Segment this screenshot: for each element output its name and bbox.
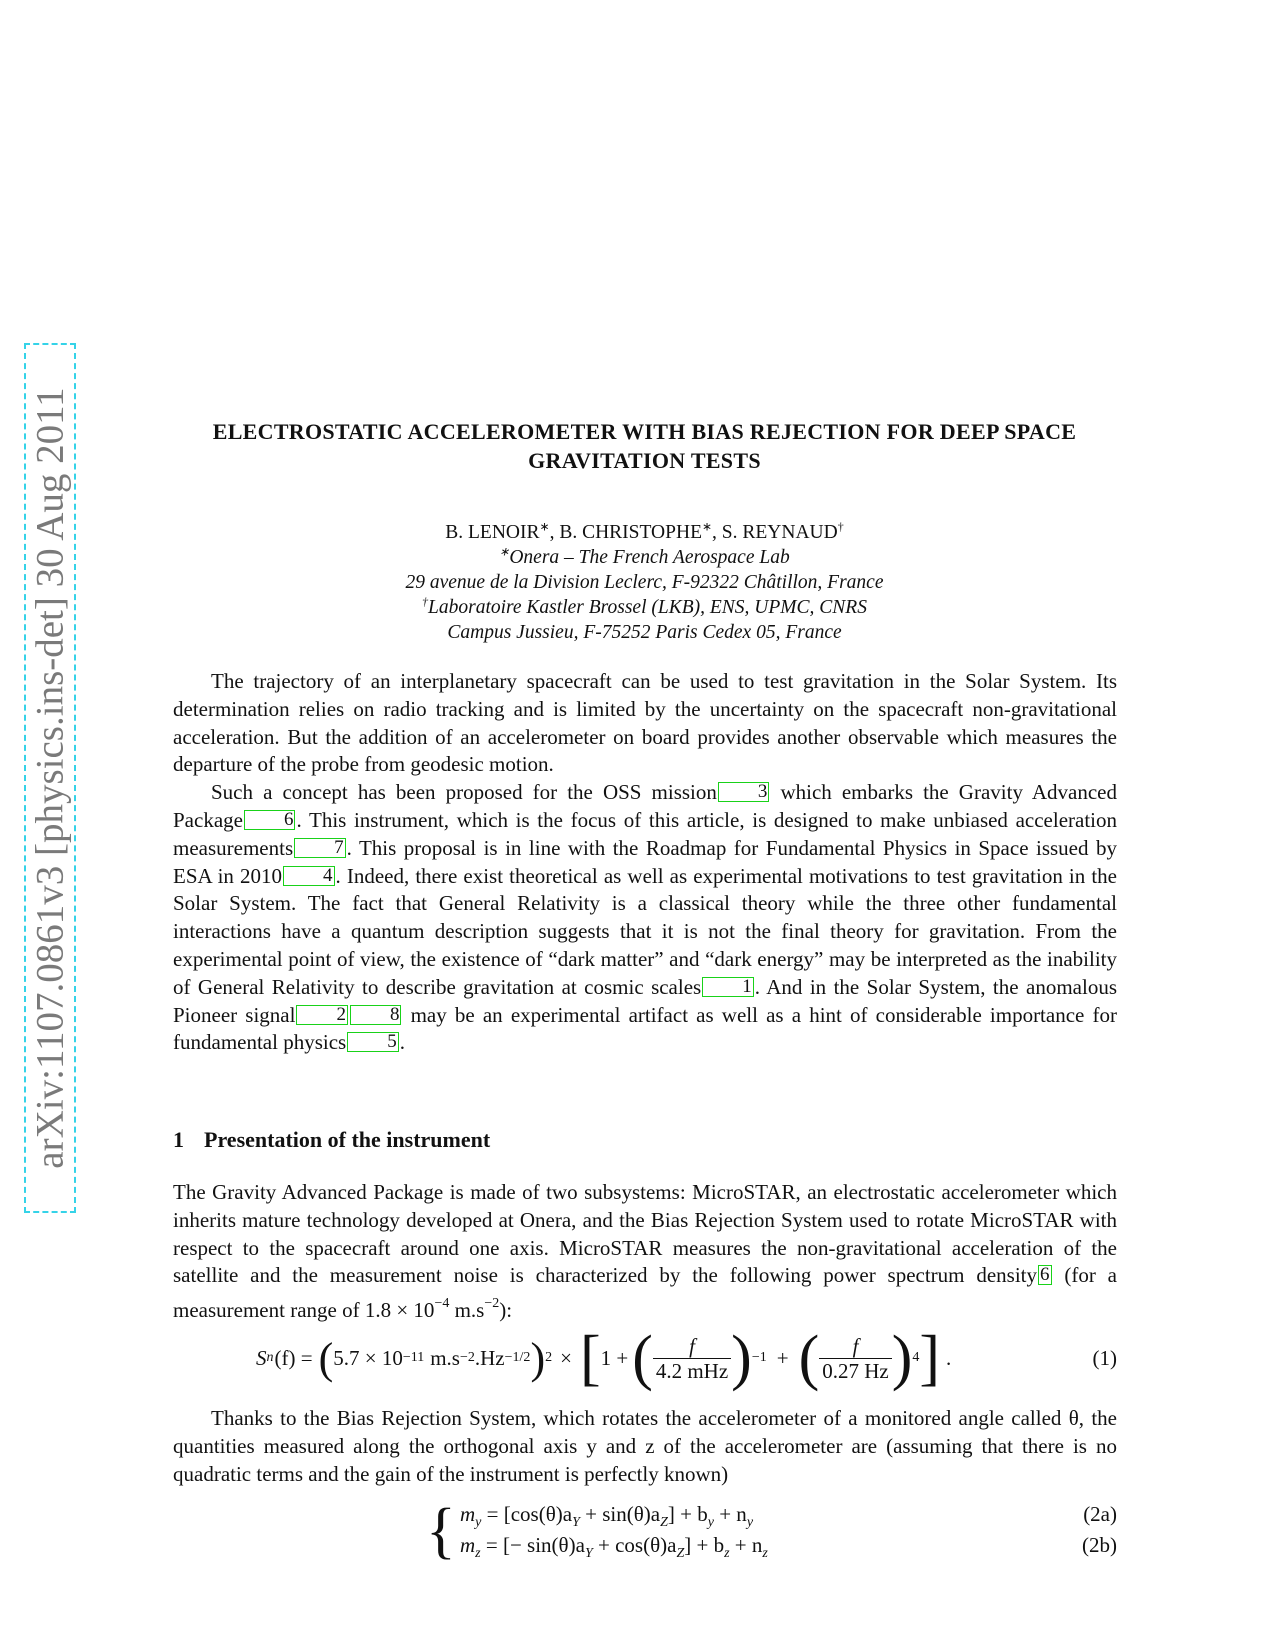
author-block	[172, 520, 1117, 645]
arxiv-stamp[interactable]	[24, 343, 76, 1213]
arxiv-stamp-text: arXiv:1107.0861v3 [physics.ins-det] 30 Aug 2011	[28, 387, 72, 1169]
citation-link[interactable]: 4	[283, 866, 335, 886]
citation-link[interactable]: 5	[347, 1032, 399, 1052]
body-paragraph-1: The Gravity Advanced Package is made of two subsystems: MicroSTAR, an electrostatic accelerometer which inherits mature technology developed at Onera, and the Bias Rejection System used to rotate MicroSTAR with respect to the spacecraft around one axis. MicroSTAR measures the non-gravitational acceleration of the satellite and the measurement noise is characterized by the following power spectrum density 6 (for a measurement range of $1.8 \times 10^{-4}$ $m.s^{-2}$):	[173, 1180, 1117, 1323]
address-2: Campus Jussieu, F-75252 Paris Cedex 05, France	[447, 622, 842, 643]
paper-title: ELECTROSTATIC ACCELEROMETER WITH BIAS REJECTION FOR DEEP SPACE GRAVITATION TESTS	[212, 419, 1077, 473]
citation-link[interactable]: 8	[350, 1005, 402, 1025]
citation-link[interactable]: 1	[702, 977, 754, 997]
affiliation-1: ∗Onera – The French Aerospace Lab	[499, 544, 790, 568]
equation-2b: $m_z$ = [− $\sin(\theta)a_Y + \cos(\theta)a_Z] + b_z + n_z$	[460, 1533, 768, 1561]
abstract	[173, 668, 1117, 1057]
affiliation-2: †Laboratoire Kastler Brossel (LKB), ENS, UPMC, CNRS	[422, 594, 867, 618]
author-names: B. LENOIR∗, B. CHRISTOPHE∗, S. REYNAUD†	[445, 519, 844, 543]
citation-link[interactable]: 2	[296, 1005, 348, 1025]
address-1: 29 avenue de la Division Leclerc, F-92322 Châtillon, France	[405, 572, 884, 593]
citation-link[interactable]: 6	[244, 810, 296, 830]
citation-link[interactable]: 6	[1040, 1264, 1050, 1286]
abstract-paragraph-2: Such a concept has been proposed for the OSS mission 3 which embarks the Gravity Advanced Package 6 . This instrument, which is the focus of this article, is designed to make unbiased acceleration measurements 7 . This proposal is in line with the Roadmap for Fundamental Physics in Space issued by ESA in 2010 4 . Indeed, there exist theoretical as well as experimental motivations to test gravitation in the Solar System. The fact that General Relativity is a classical theory while the three other fundamental interactions have a quantum description suggests that it is not the final theory for gravitation. From the experimental point of view, the existence of “dark matter” and “dark energy” may be interpreted as the inability of General Relativity to describe gravitation at cosmic scales 1 . And in the Solar System, the anomalous Pioneer signal 2 8 may be an experimental artifact as well as a hint of considerable importance for fundamental physics 5 .	[173, 780, 1117, 1055]
fraction-1: $\frac{f}{\text{4.2 mHz}}$	[653, 1334, 731, 1383]
abstract-paragraph-1: The trajectory of an interplanetary spacecraft can be used to test gravitation in the Solar System. Its determination relies on radio tracking and is limited by the uncertainty on the spacecraft non-gravitational acceleration. But the addition of an accelerometer on board provides another observable which measures the departure of the probe from geodesic motion.	[173, 669, 1117, 777]
equation-2-brace: {	[426, 1497, 456, 1565]
equation-1-number: (1)	[1092, 1346, 1117, 1370]
citation-link[interactable]: 7	[294, 838, 346, 858]
section-heading	[173, 1127, 490, 1153]
section-number: 1	[173, 1127, 184, 1152]
citation-link[interactable]: 3	[718, 782, 770, 802]
equation-1: S n (f) = ( 5.7 × 10 −11 m.s −2 .Hz −1/2 ) 2 × [ 1 + ( $\frac{f}{\text{4.2 mHz}}$ ) −1 + ( $\frac{f}{0.27 Hz}$ ) 4 ] .	[256, 1323, 952, 1392]
body-paragraph-2: Thanks to the Bias Rejection System, which rotates the accelerometer of a monitored angle called θ, the quantities measured along the orthogonal axis y and z of the accelerometer are (assuming that there is no quadratic terms and the gain of the instrument is perfectly known)	[173, 1406, 1117, 1486]
section-title: Presentation of the instrument	[204, 1127, 491, 1152]
equation-2a-number: (2a)	[1083, 1502, 1117, 1526]
fraction-2: $\frac{f}{0.27 Hz}$	[819, 1334, 892, 1383]
equation-2a: $m_y = [\cos(\theta)a_Y + \sin(\theta)a_Z] + b_y + n_y$	[460, 1502, 754, 1530]
equation-2b-number: (2b)	[1082, 1533, 1117, 1557]
